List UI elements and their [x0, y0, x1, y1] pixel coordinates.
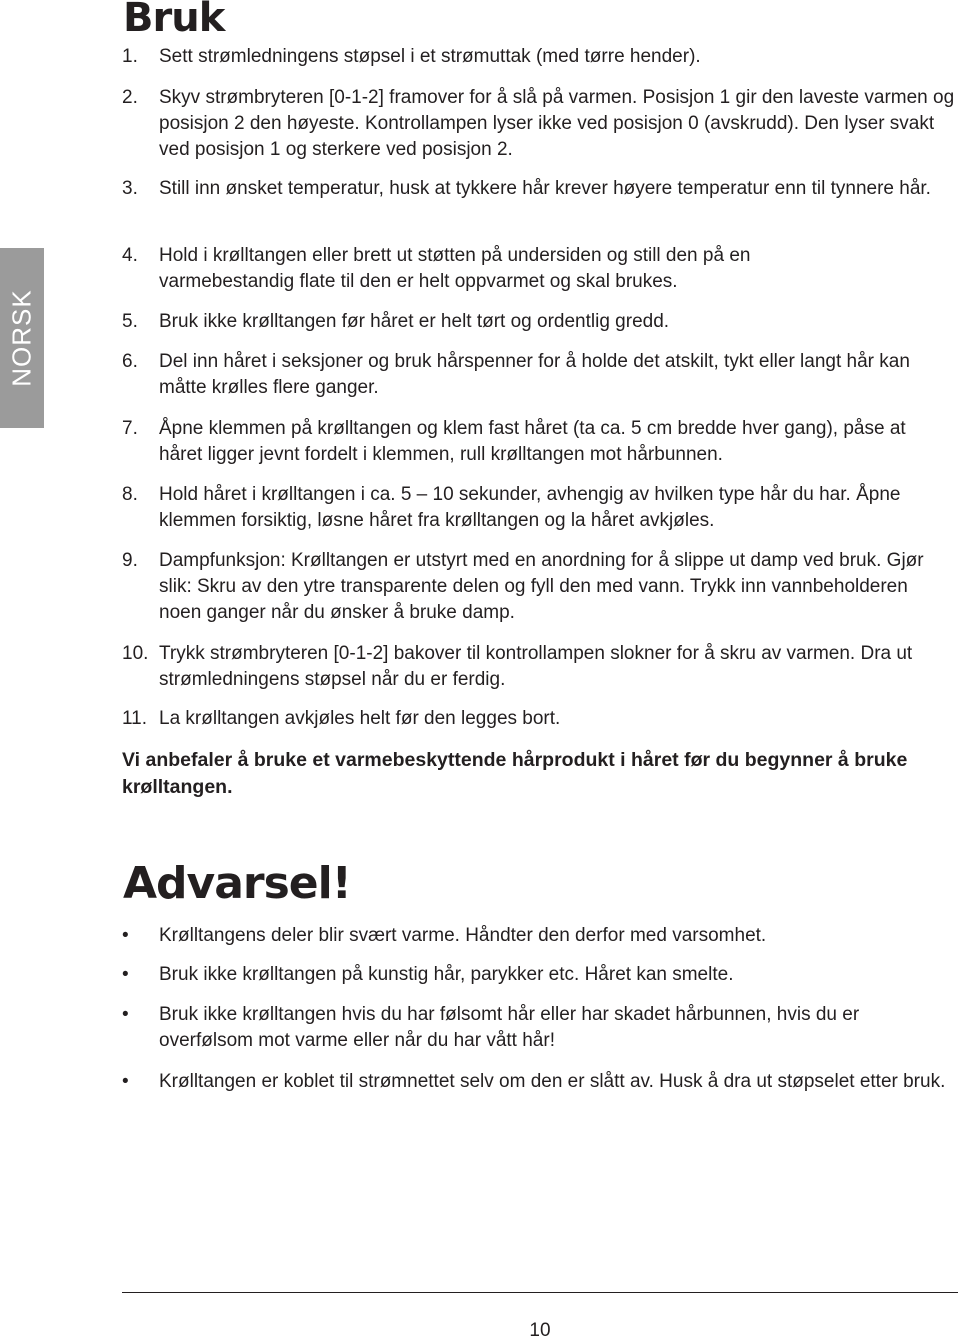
step-text: Bruk ikke krølltangen før håret er helt tørt og ordentlig gredd.	[159, 311, 670, 332]
bullet-icon: •	[122, 1004, 129, 1025]
section-title-bruk: Bruk	[123, 0, 225, 41]
warning-text: Krølltangen er koblet til strømnettet selv om den er slått av. Husk å dra ut støpselet etter bruk.	[159, 1071, 946, 1092]
step-number: 4.	[122, 245, 138, 266]
step-number: 11.	[122, 708, 148, 729]
step-number: 5.	[122, 311, 138, 332]
step-number: 7.	[122, 418, 138, 439]
step-text: Sett strømledningens støpsel i et strømuttak (med tørre hender).	[159, 46, 701, 67]
step-number: 6.	[122, 351, 138, 372]
warning-text: Bruk ikke krølltangen hvis du har følsomt hår eller har skadet hårbunnen, hvis du er overfølsom mot varme eller når du har vått hår!	[159, 1004, 860, 1051]
step-number: 3.	[122, 178, 138, 199]
step-number: 8.	[122, 484, 138, 505]
step-number: 1.	[122, 46, 138, 67]
step-text: Åpne klemmen på krølltangen og klem fast håret (ta ca. 5 cm bredde hver gang), påse at håret ligger jevnt fordelt i klemmen, rull krølltangen mot hårbunnen.	[159, 418, 906, 465]
step-text: Hold i krølltangen eller brett ut støtten på undersiden og still den på en varmebestandig flate til den er helt oppvarmet og skal brukes.	[159, 245, 751, 292]
step-text: Del inn håret i seksjoner og bruk hårspenner for å holde det atskilt, tykt eller langt hår kan måtte krølles flere ganger.	[159, 351, 910, 398]
step-number: 2.	[122, 87, 138, 108]
language-label: NORSK	[6, 289, 37, 387]
step-text: Dampfunksjon: Krølltangen er utstyrt med en anordning for å slippe ut damp ved bruk. Gjør slik: Skru av den ytre transparente delen og fyll den med vann. Trykk inn vannbeholderen noen ganger når du ønsker å bruke damp.	[159, 550, 924, 623]
warning-text: Bruk ikke krølltangen på kunstig hår, parykker etc. Håret kan smelte.	[159, 964, 734, 985]
step-number: 9.	[122, 550, 138, 571]
step-number: 10.	[122, 643, 149, 664]
section-title-advarsel: Advarsel!	[123, 858, 351, 909]
footer-divider	[122, 1292, 958, 1293]
step-text: Skyv strømbryteren [0-1-2] framover for å slå på varmen. Posisjon 1 gir den laveste varmen og posisjon 2 den høyeste. Kontrollampen lyser ikke ved posisjon 0 (avskrudd). Den lyser svakt ved posisjon 1 og sterkere ved posisjon 2.	[159, 87, 955, 160]
warning-text: Krølltangens deler blir svært varme. Håndter den derfor med varsomhet.	[159, 925, 767, 946]
recommendation-note: Vi anbefaler å bruke et varmebeskyttende hårprodukt i håret før du begynner å bruke krølltangen.	[122, 749, 908, 798]
bullet-icon: •	[122, 964, 129, 985]
bullet-icon: •	[122, 1071, 129, 1092]
page-number: 10	[529, 1320, 551, 1341]
step-text: Still inn ønsket temperatur, husk at tykkere hår krever høyere temperatur enn til tynnere hår.	[159, 178, 931, 199]
bullet-icon: •	[122, 925, 129, 946]
language-side-tab	[0, 248, 44, 428]
step-text: Hold håret i krølltangen i ca. 5 – 10 sekunder, avhengig av hvilken type hår du har. Åpne klemmen forsiktig, løsne håret fra krølltangen og la håret avkjøles.	[159, 484, 901, 531]
step-text: Trykk strømbryteren [0-1-2] bakover til kontrollampen slokner for å skru av varmen. Dra ut strømledningens støpsel når du er ferdig.	[159, 643, 913, 690]
step-text: La krølltangen avkjøles helt før den legges bort.	[159, 708, 561, 729]
